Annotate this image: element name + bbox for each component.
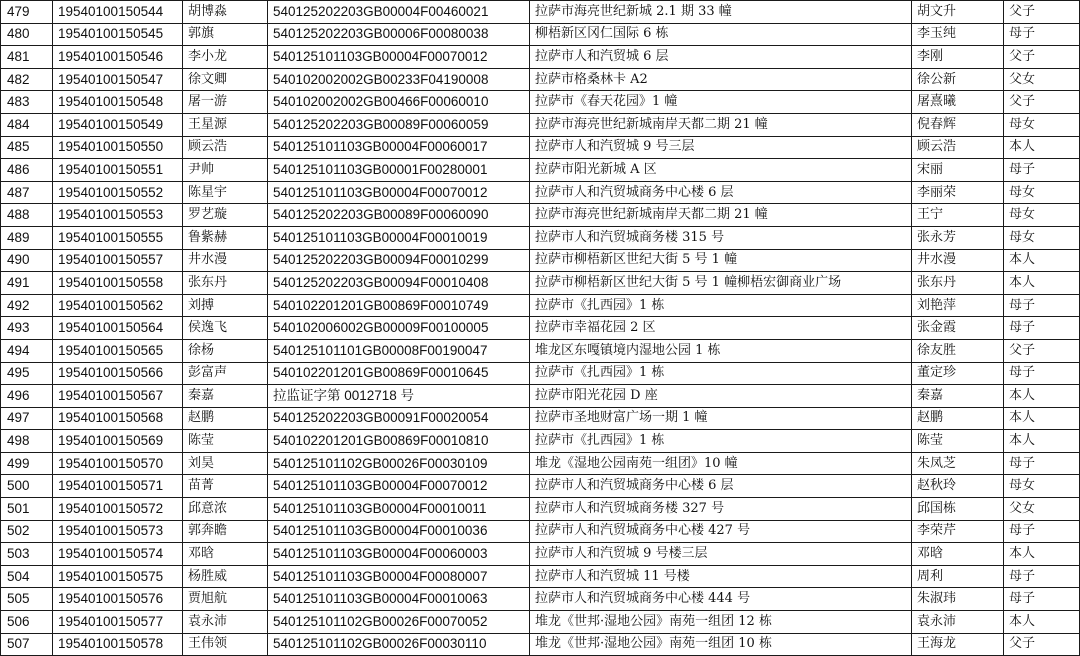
row-number-cell: 479 <box>1 1 53 24</box>
applicant-id-cell: 19540100150571 <box>53 475 183 498</box>
row-number-cell: 492 <box>1 294 53 317</box>
address-cell: 拉萨市海亮世纪新城南岸天都二期 21 幢 <box>530 113 912 136</box>
student-name-cell: 袁永沛 <box>183 611 268 634</box>
row-number-cell: 491 <box>1 272 53 295</box>
row-number-cell: 488 <box>1 204 53 227</box>
owner-name-cell: 朱凤芝 <box>912 452 1004 475</box>
property-certificate-no-cell: 540125101103GB00004F00010036 <box>268 520 530 543</box>
owner-name-cell: 王海龙 <box>912 633 1004 656</box>
table-row <box>1 226 1080 249</box>
row-number-cell: 495 <box>1 362 53 385</box>
property-certificate-no-cell: 540125101103GB00004F00060003 <box>268 543 530 566</box>
applicant-id-cell: 19540100150568 <box>53 407 183 430</box>
owner-name-cell: 张东丹 <box>912 272 1004 295</box>
address-cell: 拉萨市《扎西园》1 栋 <box>530 294 912 317</box>
relationship-cell: 本人 <box>1004 272 1080 295</box>
applicant-id-cell: 19540100150544 <box>53 1 183 24</box>
property-certificate-no-cell: 540102201201GB00869F00010810 <box>268 430 530 453</box>
applicant-id-cell: 19540100150548 <box>53 91 183 114</box>
row-number-cell: 489 <box>1 226 53 249</box>
owner-name-cell: 屠熹曦 <box>912 91 1004 114</box>
row-number-cell: 499 <box>1 452 53 475</box>
row-number-cell: 500 <box>1 475 53 498</box>
address-cell: 拉萨市人和汽贸城商务中心楼 6 层 <box>530 475 912 498</box>
applicant-id-cell: 19540100150570 <box>53 452 183 475</box>
student-name-cell: 罗艺璇 <box>183 204 268 227</box>
row-number-cell: 507 <box>1 633 53 656</box>
owner-name-cell: 胡文升 <box>912 1 1004 24</box>
applicant-id-cell: 19540100150574 <box>53 543 183 566</box>
table-row <box>1 452 1080 475</box>
table-row <box>1 159 1080 182</box>
table-row <box>1 475 1080 498</box>
owner-name-cell: 邓晗 <box>912 543 1004 566</box>
relationship-cell: 母子 <box>1004 452 1080 475</box>
row-number-cell: 504 <box>1 565 53 588</box>
relationship-cell: 本人 <box>1004 430 1080 453</box>
owner-name-cell: 张永芳 <box>912 226 1004 249</box>
row-number-cell: 487 <box>1 181 53 204</box>
row-number-cell: 482 <box>1 68 53 91</box>
table-row <box>1 272 1080 295</box>
property-certificate-no-cell: 540125101103GB00004F00010063 <box>268 588 530 611</box>
student-name-cell: 尹帅 <box>183 159 268 182</box>
table-row <box>1 611 1080 634</box>
student-name-cell: 贾旭航 <box>183 588 268 611</box>
owner-name-cell: 刘艳萍 <box>912 294 1004 317</box>
address-cell: 拉萨市海亮世纪新城南岸天都二期 21 幢 <box>530 204 912 227</box>
applicant-id-cell: 19540100150577 <box>53 611 183 634</box>
owner-name-cell: 朱淑玮 <box>912 588 1004 611</box>
relationship-cell: 本人 <box>1004 136 1080 159</box>
address-cell: 拉萨市人和汽贸城商务楼 315 号 <box>530 226 912 249</box>
property-certificate-no-cell: 540125202203GB00004F00460021 <box>268 1 530 24</box>
property-certificate-no-cell: 拉监证字第 0012718 号 <box>268 385 530 408</box>
student-name-cell: 秦嘉 <box>183 385 268 408</box>
table-body <box>1 1 1080 656</box>
student-name-cell: 徐杨 <box>183 339 268 362</box>
owner-name-cell: 陈莹 <box>912 430 1004 453</box>
student-name-cell: 郭奔瞻 <box>183 520 268 543</box>
property-certificate-no-cell: 540125101102GB00026F00070052 <box>268 611 530 634</box>
row-number-cell: 494 <box>1 339 53 362</box>
row-number-cell: 503 <box>1 543 53 566</box>
address-cell: 拉萨市《扎西园》1 栋 <box>530 430 912 453</box>
address-cell: 拉萨市格桑林卡 A2 <box>530 68 912 91</box>
student-name-cell: 顾云浩 <box>183 136 268 159</box>
relationship-cell: 本人 <box>1004 611 1080 634</box>
owner-name-cell: 周利 <box>912 565 1004 588</box>
table-row <box>1 46 1080 69</box>
owner-name-cell: 李丽荣 <box>912 181 1004 204</box>
student-name-cell: 徐文卿 <box>183 68 268 91</box>
table-row <box>1 249 1080 272</box>
relationship-cell: 母子 <box>1004 362 1080 385</box>
student-name-cell: 王伟领 <box>183 633 268 656</box>
relationship-cell: 母女 <box>1004 204 1080 227</box>
row-number-cell: 483 <box>1 91 53 114</box>
applicant-id-cell: 19540100150565 <box>53 339 183 362</box>
owner-name-cell: 李刚 <box>912 46 1004 69</box>
relationship-cell: 父子 <box>1004 339 1080 362</box>
relationship-cell: 父子 <box>1004 633 1080 656</box>
applicant-id-cell: 19540100150566 <box>53 362 183 385</box>
address-cell: 拉萨市《春天花园》1 幢 <box>530 91 912 114</box>
table-row <box>1 136 1080 159</box>
property-certificate-no-cell: 540125101102GB00026F00030109 <box>268 452 530 475</box>
relationship-cell: 母子 <box>1004 159 1080 182</box>
row-number-cell: 481 <box>1 46 53 69</box>
table-row <box>1 181 1080 204</box>
applicant-id-cell: 19540100150567 <box>53 385 183 408</box>
address-cell: 拉萨市人和汽贸城商务中心楼 427 号 <box>530 520 912 543</box>
row-number-cell: 485 <box>1 136 53 159</box>
relationship-cell: 父女 <box>1004 498 1080 521</box>
table-row <box>1 204 1080 227</box>
applicant-id-cell: 19540100150557 <box>53 249 183 272</box>
relationship-cell: 母子 <box>1004 565 1080 588</box>
relationship-cell: 母子 <box>1004 588 1080 611</box>
owner-name-cell: 李玉纯 <box>912 23 1004 46</box>
relationship-cell: 父女 <box>1004 68 1080 91</box>
table-row <box>1 588 1080 611</box>
property-certificate-no-cell: 540125101103GB00001F00280001 <box>268 159 530 182</box>
address-cell: 拉萨市圣地财富广场一期 1 幢 <box>530 407 912 430</box>
relationship-cell: 母子 <box>1004 23 1080 46</box>
student-name-cell: 屠一游 <box>183 91 268 114</box>
student-name-cell: 侯逸飞 <box>183 317 268 340</box>
table-row <box>1 113 1080 136</box>
applicant-id-cell: 19540100150575 <box>53 565 183 588</box>
student-name-cell: 彭富声 <box>183 362 268 385</box>
applicant-id-cell: 19540100150569 <box>53 430 183 453</box>
property-certificate-no-cell: 540102006002GB00009F00100005 <box>268 317 530 340</box>
property-certificate-no-cell: 540125101101GB00008F00190047 <box>268 339 530 362</box>
applicant-id-cell: 19540100150550 <box>53 136 183 159</box>
applicant-id-cell: 19540100150551 <box>53 159 183 182</box>
student-name-cell: 鲁紫赫 <box>183 226 268 249</box>
property-certificate-no-cell: 540125101102GB00026F00030110 <box>268 633 530 656</box>
applicant-id-cell: 19540100150573 <box>53 520 183 543</box>
owner-name-cell: 袁永沛 <box>912 611 1004 634</box>
student-name-cell: 陈莹 <box>183 430 268 453</box>
table-row <box>1 317 1080 340</box>
property-certificate-no-cell: 540102201201GB00869F00010749 <box>268 294 530 317</box>
table-row <box>1 23 1080 46</box>
applicant-id-cell: 19540100150562 <box>53 294 183 317</box>
address-cell: 堆龙《世邦·湿地公园》南苑一组团 12 栋 <box>530 611 912 634</box>
address-cell: 拉萨市海亮世纪新城 2.1 期 33 幢 <box>530 1 912 24</box>
relationship-cell: 父子 <box>1004 46 1080 69</box>
student-name-cell: 胡博淼 <box>183 1 268 24</box>
relationship-cell: 母女 <box>1004 181 1080 204</box>
student-name-cell: 赵鹏 <box>183 407 268 430</box>
table-row <box>1 430 1080 453</box>
owner-name-cell: 李荣芹 <box>912 520 1004 543</box>
property-certificate-no-cell: 540102201201GB00869F00010645 <box>268 362 530 385</box>
relationship-cell: 母女 <box>1004 475 1080 498</box>
student-name-cell: 刘昊 <box>183 452 268 475</box>
property-certificate-no-cell: 540125101103GB00004F00080007 <box>268 565 530 588</box>
relationship-cell: 母女 <box>1004 226 1080 249</box>
applicant-id-cell: 19540100150555 <box>53 226 183 249</box>
applicant-id-cell: 19540100150547 <box>53 68 183 91</box>
applicant-id-cell: 19540100150572 <box>53 498 183 521</box>
address-cell: 拉萨市人和汽贸城 9 号三层 <box>530 136 912 159</box>
property-certificate-no-cell: 540125101103GB00004F00060017 <box>268 136 530 159</box>
address-cell: 拉萨市《扎西园》1 栋 <box>530 362 912 385</box>
table-row <box>1 68 1080 91</box>
applicant-id-cell: 19540100150552 <box>53 181 183 204</box>
row-number-cell: 496 <box>1 385 53 408</box>
student-name-cell: 陈星宇 <box>183 181 268 204</box>
table-row <box>1 520 1080 543</box>
owner-name-cell: 徐友胜 <box>912 339 1004 362</box>
table-row <box>1 91 1080 114</box>
relationship-cell: 本人 <box>1004 249 1080 272</box>
table-row <box>1 385 1080 408</box>
owner-name-cell: 王宁 <box>912 204 1004 227</box>
owner-name-cell: 倪春辉 <box>912 113 1004 136</box>
address-cell: 拉萨市柳梧新区世纪大街 5 号 1 幢柳梧宏御商业广场 <box>530 272 912 295</box>
address-cell: 拉萨市人和汽贸城 9 号楼三层 <box>530 543 912 566</box>
relationship-cell: 本人 <box>1004 543 1080 566</box>
property-certificate-no-cell: 540125202203GB00089F00060090 <box>268 204 530 227</box>
address-cell: 拉萨市阳光花园 D 座 <box>530 385 912 408</box>
address-cell: 拉萨市幸福花园 2 区 <box>530 317 912 340</box>
table-row <box>1 362 1080 385</box>
applicant-id-cell: 19540100150578 <box>53 633 183 656</box>
student-name-cell: 邱意浓 <box>183 498 268 521</box>
relationship-cell: 本人 <box>1004 385 1080 408</box>
table-row <box>1 339 1080 362</box>
property-certificate-no-cell: 540102002002GB00466F00060010 <box>268 91 530 114</box>
row-number-cell: 486 <box>1 159 53 182</box>
applicant-id-cell: 19540100150558 <box>53 272 183 295</box>
address-cell: 堆龙区东嘎镇境内湿地公园 1 栋 <box>530 339 912 362</box>
relationship-cell: 母子 <box>1004 294 1080 317</box>
property-certificate-no-cell: 540125101103GB00004F00010019 <box>268 226 530 249</box>
table-row <box>1 633 1080 656</box>
applicant-id-cell: 19540100150564 <box>53 317 183 340</box>
student-name-cell: 邓晗 <box>183 543 268 566</box>
student-name-cell: 刘搏 <box>183 294 268 317</box>
address-cell: 拉萨市人和汽贸城商务楼 327 号 <box>530 498 912 521</box>
table-row <box>1 543 1080 566</box>
owner-name-cell: 邱国栋 <box>912 498 1004 521</box>
row-number-cell: 480 <box>1 23 53 46</box>
owner-name-cell: 秦嘉 <box>912 385 1004 408</box>
address-cell: 拉萨市人和汽贸城 11 号楼 <box>530 565 912 588</box>
student-name-cell: 李小龙 <box>183 46 268 69</box>
table-row <box>1 1 1080 24</box>
relationship-cell: 母子 <box>1004 520 1080 543</box>
student-name-cell: 郭旗 <box>183 23 268 46</box>
owner-name-cell: 张金霞 <box>912 317 1004 340</box>
property-certificate-no-cell: 540125101103GB00004F00070012 <box>268 46 530 69</box>
applicant-id-cell: 19540100150553 <box>53 204 183 227</box>
property-certificate-no-cell: 540125101103GB00004F00070012 <box>268 475 530 498</box>
owner-name-cell: 赵秋玲 <box>912 475 1004 498</box>
address-cell: 拉萨市柳梧新区世纪大街 5 号 1 幢 <box>530 249 912 272</box>
address-cell: 拉萨市人和汽贸城商务中心楼 444 号 <box>530 588 912 611</box>
relationship-cell: 父子 <box>1004 91 1080 114</box>
owner-name-cell: 宋丽 <box>912 159 1004 182</box>
relationship-cell: 父子 <box>1004 1 1080 24</box>
applicant-id-cell: 19540100150546 <box>53 46 183 69</box>
student-name-cell: 苗菁 <box>183 475 268 498</box>
property-certificate-no-cell: 540125202203GB00091F00020054 <box>268 407 530 430</box>
property-certificate-no-cell: 540125202203GB00089F00060059 <box>268 113 530 136</box>
owner-name-cell: 徐公新 <box>912 68 1004 91</box>
property-certificate-no-cell: 540125101103GB00004F00070012 <box>268 181 530 204</box>
student-name-cell: 井水漫 <box>183 249 268 272</box>
property-certificate-no-cell: 540125202203GB00006F00080038 <box>268 23 530 46</box>
owner-name-cell: 赵鹏 <box>912 407 1004 430</box>
applicant-id-cell: 19540100150545 <box>53 23 183 46</box>
table-row <box>1 407 1080 430</box>
address-cell: 堆龙《湿地公园南苑一组团》10 幢 <box>530 452 912 475</box>
row-number-cell: 490 <box>1 249 53 272</box>
property-certificate-no-cell: 540102002002GB00233F04190008 <box>268 68 530 91</box>
address-cell: 拉萨市阳光新城 A 区 <box>530 159 912 182</box>
owner-name-cell: 井水漫 <box>912 249 1004 272</box>
row-number-cell: 501 <box>1 498 53 521</box>
row-number-cell: 506 <box>1 611 53 634</box>
student-name-cell: 王星源 <box>183 113 268 136</box>
relationship-cell: 母女 <box>1004 113 1080 136</box>
row-number-cell: 505 <box>1 588 53 611</box>
address-cell: 拉萨市人和汽贸城商务中心楼 6 层 <box>530 181 912 204</box>
table-row <box>1 498 1080 521</box>
property-certificate-no-cell: 540125202203GB00094F00010408 <box>268 272 530 295</box>
student-name-cell: 张东丹 <box>183 272 268 295</box>
table-row <box>1 565 1080 588</box>
row-number-cell: 502 <box>1 520 53 543</box>
row-number-cell: 493 <box>1 317 53 340</box>
applicant-id-cell: 19540100150576 <box>53 588 183 611</box>
relationship-cell: 母子 <box>1004 317 1080 340</box>
owner-name-cell: 顾云浩 <box>912 136 1004 159</box>
address-cell: 堆龙《世邦·湿地公园》南苑一组团 10 栋 <box>530 633 912 656</box>
property-certificate-no-cell: 540125202203GB00094F00010299 <box>268 249 530 272</box>
student-name-cell: 杨胜威 <box>183 565 268 588</box>
address-cell: 拉萨市人和汽贸城 6 层 <box>530 46 912 69</box>
property-certificate-no-cell: 540125101103GB00004F00010011 <box>268 498 530 521</box>
row-number-cell: 498 <box>1 430 53 453</box>
row-number-cell: 484 <box>1 113 53 136</box>
relationship-cell: 本人 <box>1004 407 1080 430</box>
address-cell: 柳梧新区冈仁国际 6 栋 <box>530 23 912 46</box>
owner-name-cell: 董定珍 <box>912 362 1004 385</box>
table-row <box>1 294 1080 317</box>
row-number-cell: 497 <box>1 407 53 430</box>
applicant-id-cell: 19540100150549 <box>53 113 183 136</box>
